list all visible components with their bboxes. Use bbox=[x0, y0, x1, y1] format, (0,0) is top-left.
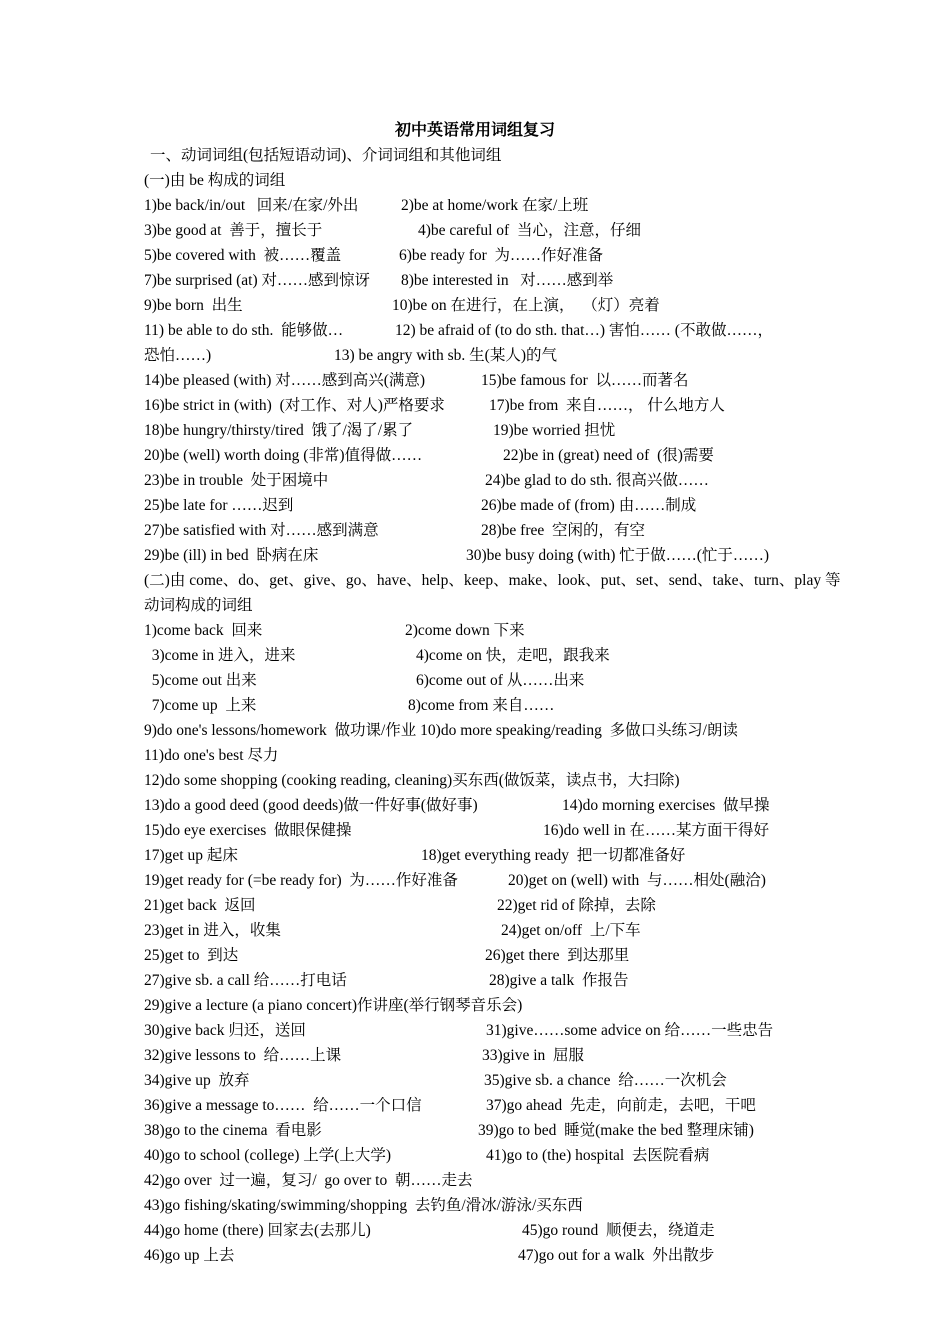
phrase-item: 23)be in trouble 处于困境中 bbox=[144, 472, 329, 489]
phrase-item: 21)get back 返回 bbox=[144, 897, 256, 914]
phrase-item: 30)be busy doing (with) 忙于做……(忙于……) bbox=[466, 547, 770, 564]
phrase-item: 2)come down 下来 bbox=[405, 622, 525, 639]
phrase-item: 26)get there 到达那里 bbox=[485, 947, 630, 964]
phrase-item: 34)give up 放弃 bbox=[144, 1072, 250, 1089]
phrase-item: 7)be surprised (at) 对……感到惊讶 bbox=[144, 272, 370, 289]
phrase-item: 19)get ready for (=be ready for) 为……作好准备 bbox=[144, 872, 458, 889]
phrase-item: 35)give sb. a chance 给……一次机会 bbox=[484, 1072, 727, 1089]
phrase-item: 6)come out of 从……出来 bbox=[416, 672, 585, 689]
phrase-item: 19)be worried 担忧 bbox=[493, 422, 616, 439]
phrase-item: 44)go home (there) 回家去(去那儿) bbox=[144, 1222, 371, 1239]
phrase-item: 45)go round 顺便去，绕道走 bbox=[522, 1222, 715, 1239]
phrase-item: 40)go to school (college) 上学(上大学) bbox=[144, 1147, 392, 1164]
phrase-item: 46)go up 上去 bbox=[144, 1247, 235, 1264]
phrase-item: 28)be free 空闲的，有空 bbox=[481, 522, 645, 539]
phrase-item: 7)come up 上来 bbox=[144, 697, 257, 714]
subsection-heading-verbs: (二)由 come、do、get、give、go、have、help、keep、make、look、put、set、send、take、turn、play 等 bbox=[144, 572, 841, 589]
phrase-item: 27)be satisfied with 对……感到满意 bbox=[144, 522, 379, 539]
phrase-item: 31)give……some advice on 给……一些忠告 bbox=[486, 1022, 774, 1039]
phrase-item: 4)come on 快，走吧，跟我来 bbox=[416, 647, 610, 664]
phrase-item: 13) be angry with sb. 生(某人)的气 bbox=[334, 347, 557, 364]
phrase-item: 29)be (ill) in bed 卧病在床 bbox=[144, 547, 319, 564]
phrase-item: 24)get on/off 上/下车 bbox=[501, 922, 641, 939]
phrase-item: 18)be hungry/thirsty/tired 饿了/渴了/累了 bbox=[144, 422, 414, 439]
phrase-item: 14)do morning exercises 做早操 bbox=[562, 797, 770, 814]
phrase-item: 5)come out 出来 bbox=[144, 672, 257, 689]
phrase-item: 37)go ahead 先走，向前走，去吧，干吧 bbox=[486, 1097, 756, 1114]
phrase-item: 14)be pleased (with) 对……感到高兴(满意) bbox=[144, 372, 426, 389]
phrase-item: 43)go fishing/skating/swimming/shopping 去钓鱼/滑冰/游泳/买东西 bbox=[144, 1197, 583, 1214]
subsection-heading-be: (一)由 be 构成的词组 bbox=[144, 172, 286, 189]
phrase-item: 15)do eye exercises 做眼保健操 bbox=[144, 822, 352, 839]
phrase-item: 13)do a good deed (good deeds)做一件好事(做好事) bbox=[144, 797, 478, 814]
phrase-item: 22)get rid of 除掉，去除 bbox=[497, 897, 656, 914]
phrase-item: 25)be late for ……迟到 bbox=[144, 497, 294, 514]
phrase-item: 3)come in 进入，进来 bbox=[144, 647, 296, 664]
phrase-item: 17)get up 起床 bbox=[144, 847, 238, 864]
phrase-item: 32)give lessons to 给……上课 bbox=[144, 1047, 342, 1064]
phrase-item: 11)do one's best 尽力 bbox=[144, 747, 279, 764]
phrase-item: 15)be famous for 以……而著名 bbox=[481, 372, 689, 389]
subsection-heading-verbs-continuation: 动词构成的词组 bbox=[144, 597, 253, 614]
phrase-item: 8)be interested in 对……感到举 bbox=[401, 272, 614, 289]
phrase-item: 42)go over 过一遍，复习/ go over to 朝……走去 bbox=[144, 1172, 473, 1189]
phrase-item: 12) be afraid of (to do sth. that…) 害怕…… (不敢做……， bbox=[395, 322, 773, 339]
phrase-item: 3)be good at 善于，擅长于 bbox=[144, 222, 323, 239]
phrase-item: 26)be made of (from) 由……制成 bbox=[481, 497, 697, 514]
phrase-item: 23)get in 进入，收集 bbox=[144, 922, 281, 939]
phrase-item: 10)be on 在进行，在上演， （灯）亮着 bbox=[392, 297, 660, 314]
phrase-item: 18)get everything ready 把一切都准备好 bbox=[421, 847, 686, 864]
phrase-item: 38)go to the cinema 看电影 bbox=[144, 1122, 322, 1139]
document-title: 初中英语常用词组复习 bbox=[394, 122, 555, 139]
phrase-item: 9)do one's lessons/homework 做功课/作业 10)do more speaking/reading 多做口头练习/朗读 bbox=[144, 722, 738, 739]
phrase-item: 47)go out for a walk 外出散步 bbox=[518, 1247, 715, 1264]
phrase-item: 25)get to 到达 bbox=[144, 947, 239, 964]
phrase-item: 1)be back/in/out 回来/在家/外出 bbox=[144, 197, 359, 214]
phrase-item: 39)go to bed 睡觉(make the bed 整理床铺) bbox=[478, 1122, 754, 1139]
phrase-item: 9)be born 出生 bbox=[144, 297, 243, 314]
phrase-item: 12)do some shopping (cooking reading, cleaning)买东西(做饭菜，读点书，大扫除) bbox=[144, 772, 680, 789]
phrase-item: 30)give back 归还，送回 bbox=[144, 1022, 306, 1039]
phrase-item-continuation: 恐怕……) bbox=[144, 347, 212, 364]
phrase-item: 16)do well in 在……某方面干得好 bbox=[543, 822, 770, 839]
phrase-item: 28)give a talk 作报告 bbox=[489, 972, 629, 989]
phrase-item: 20)get on (well) with 与……相处(融洽) bbox=[508, 872, 766, 889]
section-heading: 一、动词词组(包括短语动词)、介词词组和其他词组 bbox=[150, 147, 502, 164]
phrase-item: 41)go to (the) hospital 去医院看病 bbox=[486, 1147, 710, 1164]
phrase-item: 4)be careful of 当心，注意，仔细 bbox=[418, 222, 641, 239]
phrase-item: 6)be ready for 为……作好准备 bbox=[399, 247, 604, 264]
phrase-item: 11) be able to do sth. 能够做… bbox=[144, 322, 344, 339]
phrase-item: 8)come from 来自…… bbox=[408, 697, 555, 714]
phrase-item: 33)give in 屈服 bbox=[482, 1047, 585, 1064]
phrase-item: 24)be glad to do sth. 很高兴做…… bbox=[485, 472, 709, 489]
phrase-item: 27)give sb. a call 给……打电话 bbox=[144, 972, 347, 989]
phrase-item: 5)be covered with 被……覆盖 bbox=[144, 247, 342, 264]
phrase-item: 17)be from 来自……， 什么地方人 bbox=[489, 397, 725, 414]
phrase-item: 16)be strict in (with) (对工作、对人)严格要求 bbox=[144, 397, 445, 414]
phrase-item: 2)be at home/work 在家/上班 bbox=[401, 197, 589, 214]
phrase-item: 29)give a lecture (a piano concert)作讲座(举行钢琴音乐会) bbox=[144, 997, 523, 1014]
phrase-item: 20)be (well) worth doing (非常)值得做…… bbox=[144, 447, 423, 464]
phrase-item: 22)be in (great) need of (很)需要 bbox=[503, 447, 714, 464]
phrase-item: 1)come back 回来 bbox=[144, 622, 263, 639]
phrase-item: 36)give a message to…… 给……一个口信 bbox=[144, 1097, 422, 1114]
